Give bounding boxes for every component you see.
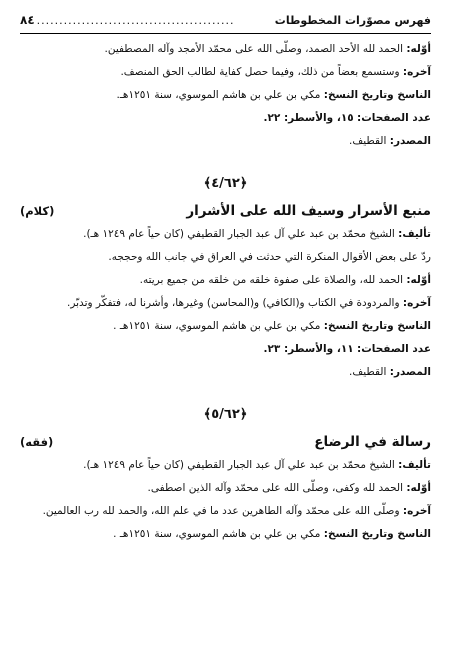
source-text: القطيف. <box>348 135 387 147</box>
copyist-label: الناسخ وتاريخ النسخ: <box>323 320 431 332</box>
entry1-pages <box>20 107 431 130</box>
entry3-title: رسالة في الرضاع <box>314 434 431 450</box>
entry3-start <box>20 477 431 500</box>
end-text: والمردودة في الكتاب و(الكافي) و(المحاسن) وغيرها، وأشرنا له، فتفكّر وتدبّر. <box>67 297 400 309</box>
end-label: آخره: <box>402 505 431 517</box>
running-header <box>20 10 431 34</box>
end-text: وصلّى الله على محمّد وآله الطاهرين عدد ما في علم الله، والحمد لله رب العالمين. <box>42 505 400 517</box>
copyist-label: الناسخ وتاريخ النسخ: <box>323 528 431 540</box>
start-text: الحمد لله الأحد الصمد، وصلّى الله على محمّد الأمجد وآله المصطفين. <box>104 43 404 55</box>
entry2-start <box>20 269 431 292</box>
entry2-description: ردّ على بعض الأقوال المنكرة التي حدثت في العراق في جانب الله وحججه. <box>108 251 431 263</box>
entry2-number: ﴿٤/٦٢﴾ <box>203 176 248 191</box>
entry3-copyist <box>20 523 431 546</box>
start-label: أوّله: <box>406 274 431 286</box>
entry3-title-row <box>20 430 431 454</box>
page-number: ٨٤ <box>20 13 35 27</box>
pages-label: عدد الصفحات: <box>357 112 431 124</box>
entry1-copyist <box>20 84 431 107</box>
entry1-end <box>20 61 431 84</box>
entry2-pages <box>20 338 431 361</box>
start-label: أوّله: <box>406 43 431 55</box>
entry3-end <box>20 500 431 523</box>
pages-text: ١١، والأسطر: ٢٣. <box>263 343 354 355</box>
header-leader-dots: ............................................ <box>36 13 235 27</box>
author-text: الشيخ محمّد بن عبد علي آل عبد الجبار القطيفي (كان حياً عام ١٢٤٩ هـ). <box>83 228 395 240</box>
entry2-title: منبع الأسرار وسيف الله على الأشرار <box>186 203 431 219</box>
pages-label: عدد الصفحات: <box>357 343 431 355</box>
entry2-end <box>20 292 431 315</box>
entry2-category: (كلام) <box>20 204 55 218</box>
start-text: الحمد لله، والصلاة على صفوة خلقه من خلقه من جميع بريته. <box>139 274 404 286</box>
entry3-category: (فقه) <box>20 435 54 449</box>
header-title: فهرس مصوّرات المخطوطات <box>274 13 431 27</box>
entry3-author <box>20 454 431 477</box>
entry3-number: ﴿٥/٦٢﴾ <box>203 407 248 422</box>
source-label: المصدر: <box>389 366 431 378</box>
start-label: أوّله: <box>406 482 431 494</box>
entry2-title-row <box>20 199 431 223</box>
entry2-author <box>20 223 431 246</box>
end-text: وستسمع بعضاً من ذلك، وفيما حصل كفاية لطالب الحق المنصف. <box>120 66 400 78</box>
entry2-source <box>20 361 431 384</box>
source-text: القطيف. <box>348 366 387 378</box>
copyist-label: الناسخ وتاريخ النسخ: <box>323 89 431 101</box>
entry1-source <box>20 130 431 153</box>
author-label: تأليف: <box>398 228 431 240</box>
copyist-text: مكي بن علي بن هاشم الموسوي، سنة ١٢٥١هـ . <box>113 528 321 540</box>
pages-text: ١٥، والأسطر: ٢٢. <box>263 112 354 124</box>
start-text: الحمد لله وكفى، وصلّى الله على محمّد وآله الذين اصطفى. <box>147 482 404 494</box>
end-label: آخره: <box>402 66 431 78</box>
end-label: آخره: <box>402 297 431 309</box>
source-label: المصدر: <box>389 135 431 147</box>
copyist-text: مكي بن علي بن هاشم الموسوي، سنة ١٢٥١هـ. <box>116 89 321 101</box>
author-text: الشيخ محمّد بن عبد علي آل عبد الجبار القطيفي (كان حياً عام ١٢٤٩ هـ). <box>83 459 395 471</box>
entry1-start <box>20 38 431 61</box>
page-content <box>20 38 431 546</box>
author-label: تأليف: <box>398 459 431 471</box>
copyist-text: مكي بن علي بن هاشم الموسوي، سنة ١٢٥١هـ . <box>113 320 321 332</box>
entry2-copyist <box>20 315 431 338</box>
